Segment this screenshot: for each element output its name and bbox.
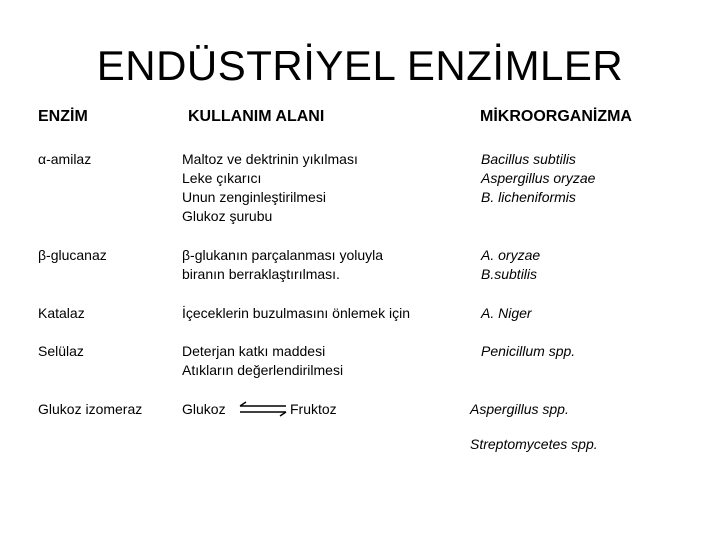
usage-reactant: Glukoz <box>182 401 226 417</box>
organism-line: Aspergillus oryzae <box>481 170 596 186</box>
table-row-enzyme: α-amilaz <box>38 151 92 167</box>
table-row-organisms <box>481 342 575 361</box>
table-row-usage <box>182 150 358 226</box>
table-row-enzyme: β-glucanaz <box>38 247 107 263</box>
usage-line: Leke çıkarıcı <box>182 170 262 186</box>
usage-line: İçeceklerin buzulmasını önlemek için <box>182 305 410 321</box>
table-row-enzyme: Selülaz <box>38 343 84 359</box>
header-usage: KULLANIM ALANI <box>188 108 325 125</box>
usage-line: Deterjan katkı maddesi <box>182 343 326 359</box>
table-row-organisms <box>481 150 595 207</box>
organism-line: B. licheniformis <box>481 189 576 205</box>
table-row-enzyme: Katalaz <box>38 305 85 321</box>
usage-line: biranın berraklaştırılması. <box>182 266 340 282</box>
header-enzyme: ENZİM <box>38 108 88 125</box>
usage-line: Glukoz şurubu <box>182 208 273 224</box>
page-title: ENDÜSTRİYEL ENZİMLER <box>96 42 624 89</box>
organism-line: Streptomycetes spp. <box>470 436 598 452</box>
table-row-enzyme: Glukoz izomeraz <box>38 401 143 417</box>
header-organism: MİKROORGANİZMA <box>480 108 632 125</box>
table-row-organisms <box>481 246 540 284</box>
table-row-usage <box>182 246 383 284</box>
organism-line: Penicillum spp. <box>481 343 576 359</box>
table-row-usage <box>182 342 343 380</box>
usage-line: Atıkların değerlendirilmesi <box>182 362 344 378</box>
organism-line: A. Niger <box>481 305 532 321</box>
usage-line: β-glukanın parçalanması yoluyla <box>182 247 384 263</box>
organism-line: B.subtilis <box>481 266 538 282</box>
organism-line: A. oryzae <box>481 247 541 263</box>
table-row-organisms <box>481 304 532 323</box>
table-row-usage <box>182 304 410 323</box>
reversible-arrow-icon <box>238 401 288 417</box>
usage-product: Fruktoz <box>290 401 337 417</box>
usage-line: Maltoz ve dektrinin yıkılması <box>182 151 358 167</box>
organism-line: Bacillus subtilis <box>481 151 576 167</box>
organism-line: Aspergillus spp. <box>470 401 569 417</box>
usage-line: Unun zenginleştirilmesi <box>182 189 326 205</box>
